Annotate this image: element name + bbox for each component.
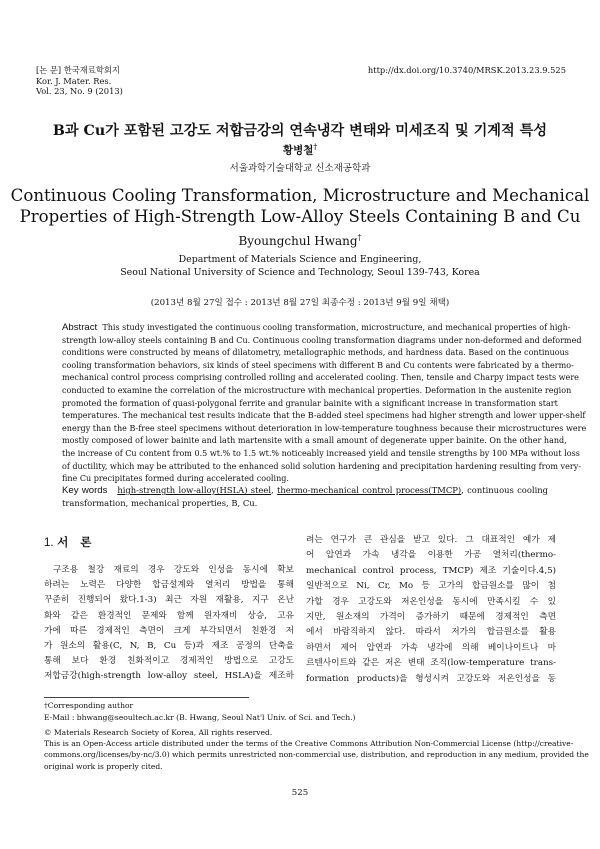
body-line: 화와 같은 환경적인 문제와 함께 원자재비 상승, 고유 <box>44 610 294 621</box>
abstract-line: fine Cu precipitates formed during accelerated cooling. <box>62 474 289 484</box>
abstract-line: of ductility, which may be attributed to the enhanced solid solution hardening and precipitation hardening resulting from very- <box>62 461 581 471</box>
abstract-line: conditions were constructed by means of dilatometry, metallographic methods, and hardness data. Based on the continuous <box>62 348 569 358</box>
journal-header <box>36 65 123 97</box>
english-affiliation-line2: Seoul National University of Science and Technology, Seoul 139-743, Korea <box>120 266 480 278</box>
section-number: 1. <box>44 537 54 549</box>
copyright-notice <box>44 727 589 772</box>
abstract-line: strength low-alloy steels containing B and Cu. Continuous cooling transformation diagrams under non-deformed and deformed <box>62 335 582 345</box>
body-line: 가할 경우 고강도와 저온인성을 동시에 만족시킬 수 있 <box>306 596 556 607</box>
keywords-line: transformation, mechanical properties, B, Cu. <box>62 498 258 508</box>
keyword-hsla: high-strength low-alloy(HSLA) steel <box>117 485 272 495</box>
doi-link[interactable]: http://dx.doi.org/10.3740/MRSK.2013.23.9.525 <box>367 65 566 75</box>
body-line: mechanical control process, TMCP) 제조 기술이다.4,5) <box>306 565 556 576</box>
body-line: 꾸준히 진행되어 왔다.1-3) 최근 자원 재활용, 지구 온난 <box>44 595 294 606</box>
journal-volume: Vol. 23, No. 9 (2013) <box>36 86 123 96</box>
footnote <box>44 700 356 724</box>
page-number: 525 <box>291 788 309 798</box>
keywords-label: Key words <box>62 485 108 496</box>
english-title-line2: Properties of High-Strength Low-Alloy Steels Containing B and Cu <box>19 207 581 226</box>
abstract-line: mechanical control process comprising controlled rolling and accelerated cooling. Then, tensile and Charpy impact tests were <box>62 373 579 383</box>
body-line: 저합금강(high-strength low-alloy steel, HSLA)을 제조하 <box>44 671 294 682</box>
body-line: 가 원소의 활용(C, N, B, Cu 등)과 제조 공정의 단축을 <box>44 641 294 652</box>
abstract-line: cooling transformation behaviors, six kinds of steel specimens with different B and Cu contents were fabricated by a thermo- <box>62 360 574 370</box>
body-column-right <box>306 533 556 687</box>
abstract-label: Abstract <box>62 322 98 333</box>
keywords <box>62 484 548 510</box>
footnote-rule <box>44 697 249 698</box>
body-line: 어 압연과 가속 냉각을 이용한 가공 열처리(thermo- <box>306 550 556 561</box>
body-line: 하면서 제어 압연과 가속 냉각에 의해 베이나이트나 마 <box>306 642 556 653</box>
journal-name: [논 문] 한국재료학회지 <box>36 65 120 75</box>
copyright-line: © Materials Research Society of Korea, All rights reserved. <box>44 728 273 737</box>
section-heading <box>44 534 91 550</box>
korean-author-line <box>0 142 600 158</box>
english-author: Byoungchul Hwang <box>238 234 358 248</box>
license-line: original work is properly cited. <box>44 761 163 771</box>
keywords-line: Key words high-strength low-alloy(HSLA) steel, thermo-mechanical control process(TMCP), continuous cooling <box>62 485 548 496</box>
body-line: 르텐사이트와 같은 저온 변태 조직(low-temperature trans- <box>306 658 556 669</box>
abstract-line: conducted to examine the correlation of the microstructure with mechanical properties. Deformation in the austenite region <box>62 385 572 395</box>
english-author-line <box>0 233 600 248</box>
dagger-mark: † <box>313 142 318 151</box>
body-line: 구조용 철강 재료의 경우 강도와 인성을 동시에 확보 <box>53 565 294 575</box>
keyword-tmcp: thermo-mechanical control process(TMCP) <box>277 485 462 495</box>
body-line: 하려는 노력은 다양한 합금설계와 열처리 방법을 통해 <box>44 580 294 591</box>
journal-abbrev: Kor. J. Mater. Res. <box>36 75 112 86</box>
received-dates: (2013년 8월 27일 접수 : 2013년 8월 27일 최종수정 : 2013년 9월 9일 채택) <box>150 298 450 308</box>
english-title-line1: Continuous Cooling Transformation, Microstructure and Mechanical <box>10 186 590 205</box>
body-line: formation products)을 형성시켜 고강도와 저온인성을 동 <box>306 673 556 684</box>
body-line: 통해 보다 환경 친화적이고 경제적인 방법으로 고강도 <box>44 656 294 667</box>
author-email: E-Mail : bhwang@seoultech.ac.kr (B. Hwang, Seoul Nat'l Univ. of Sci. and Tech.) <box>44 713 356 722</box>
body-column-left <box>44 563 294 685</box>
corresponding-author: †Corresponding author <box>44 701 134 710</box>
section-title: 서 론 <box>57 535 92 549</box>
abstract-line: Abstract This study investigated the continuous cooling transformation, microstructure, and mechanical properties of high- <box>62 322 571 333</box>
english-affiliation <box>0 254 600 279</box>
abstract-line: temperatures. The mechanical test results indicate that the B-added steel specimens had higher strength and lower upper-shelf <box>62 411 586 421</box>
abstract-line: energy than the B-free steel specimens without deterioration in low-temperature toughness because their microstructures were <box>62 423 587 433</box>
license-line: This is an Open-Access article distributed under the terms of the Creative Commons Attribution Non-Commercial License (http://creative- <box>44 739 574 749</box>
korean-affiliation: 서울과학기술대학교 신소재공학과 <box>229 163 371 174</box>
body-line: 가에 따른 경제적인 측면이 크게 부각되면서 친환경 저 <box>44 625 294 636</box>
abstract-line: promoted the formation of quasi-polygonal ferrite and granular bainite with a significant increase in transformation start <box>62 398 558 408</box>
english-affiliation-line1: Department of Materials Science and Engineering, <box>178 254 422 265</box>
abstract-line: the increase of Cu content from 0.5 wt.% to 1.5 wt.% noticeably increased yield and tensile strengths by 100 MPa without loss <box>62 448 580 458</box>
body-line: 일반적으로 Ni, Cr, Mo 등 고가의 합금원소를 많이 첨 <box>306 581 556 592</box>
body-line: 지만, 원소재의 가격이 증가하기 때문에 경제적인 측면 <box>306 612 556 623</box>
body-line: 려는 연구가 큰 관심을 받고 있다. 그 대표적인 예가 제 <box>306 535 556 545</box>
license-line: commons.org/licenses/by-nc/3.0) which permits unrestricted non-commercial use, distribution, and reproduction in any medium, provided the <box>44 750 589 760</box>
body-line: 에서 바람직하지 않다. 따라서 저가의 합금원소를 활용 <box>306 627 556 638</box>
english-title <box>0 185 600 227</box>
abstract-line: mostly composed of lower bainite and lath martensite with a small amount of degenerate upper bainite. On the other hand, <box>62 436 567 446</box>
abstract <box>62 322 587 486</box>
korean-author: 황병철 <box>282 144 314 157</box>
korean-title: B과 Cu가 포함된 고강도 저합금강의 연속냉각 변태와 미세조직 및 기계적 특성 <box>52 123 548 139</box>
english-dagger-mark: † <box>357 233 362 242</box>
